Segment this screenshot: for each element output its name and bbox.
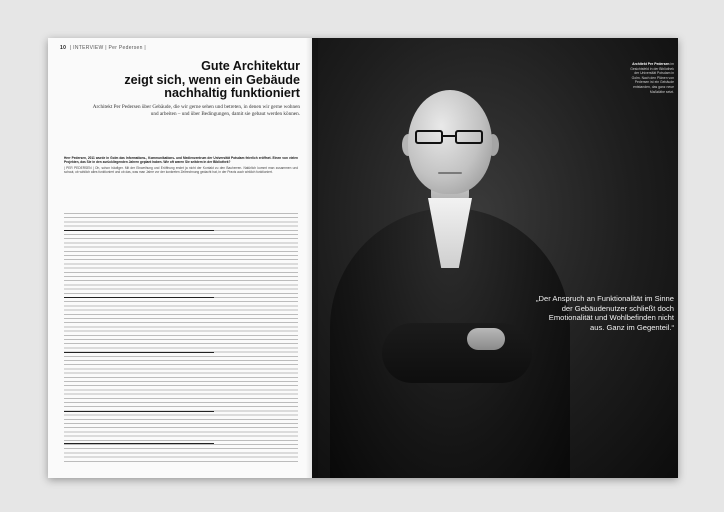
section-label: | INTERVIEW | Per Pedersen | [69,45,146,51]
portrait-hand [467,328,505,350]
question-line [64,297,214,298]
question-line [64,352,214,353]
headline-line: zeigt sich, wenn ein Gebäude [124,72,300,87]
interview-question: Herr Pedersen, 2011 wurde in Golm das Informations-, Kommunikations- und Medienzentrum der Universität Potsdam feierlich eröffnet. Einen von vielen Projekten, das Sie in den zurückliegenden Jahren geplant haben. Wie oft waren Sie seitdem in der Bibliothek? [64,156,298,165]
page-gutter-shadow [306,38,318,478]
right-page-photo [312,38,678,478]
interview-answer: | PER PEDERSEN | Oh, schon häufiger. Mit der Einweihung und Eröffnung endet ja nicht der Kontakt zu den Bauherren. Natürlich kommt man zusammen und schaut, ob wirklich alles funktioniert und ob das, was man Jahre vor der konkreten Zeitrechnung gedacht hat, in der Praxis auch wirklich funktioniert. [64,165,298,175]
portrait-mouth [438,172,462,174]
headline-line: nachhaltig funktioniert [164,86,300,100]
photo-caption [630,62,674,94]
glasses-icon [415,130,485,146]
magazine-spread [48,38,678,478]
headline-line: Gute Architektur [201,59,300,73]
running-head [60,45,146,51]
page-number: 10 [60,45,67,51]
standfirst: Architekt Per Pedersen über Gebäude, die wir gerne sehen und betreten, in denen wir gerne wohnen und arbeiten – und über Bedingungen, damit sie gebaut werden können. [92,104,300,117]
pull-quote: „Der Anspruch an Funktionalität im Sinne der Gebäudenutzer schließt doch Emotionalität und Wohlbefinden nicht aus. Ganz im Gegenteil.“ [535,294,674,332]
question-line [64,443,214,444]
body-text-lines [64,213,298,463]
caption-name: Architekt Per Pedersen [632,62,670,66]
question-line [64,411,214,412]
headline [76,60,300,101]
article-body [64,156,298,176]
left-page [48,38,312,478]
question-line [64,230,214,231]
caption-text: im Gesichtsfeld in der Bibliothek der Universität Potsdam in Golm. Nach den Plänen von Pedersen ist ein Gebäude entstanden, das ganz neue Maßstäbe setzt. [630,62,674,94]
crossed-arms [382,323,532,383]
